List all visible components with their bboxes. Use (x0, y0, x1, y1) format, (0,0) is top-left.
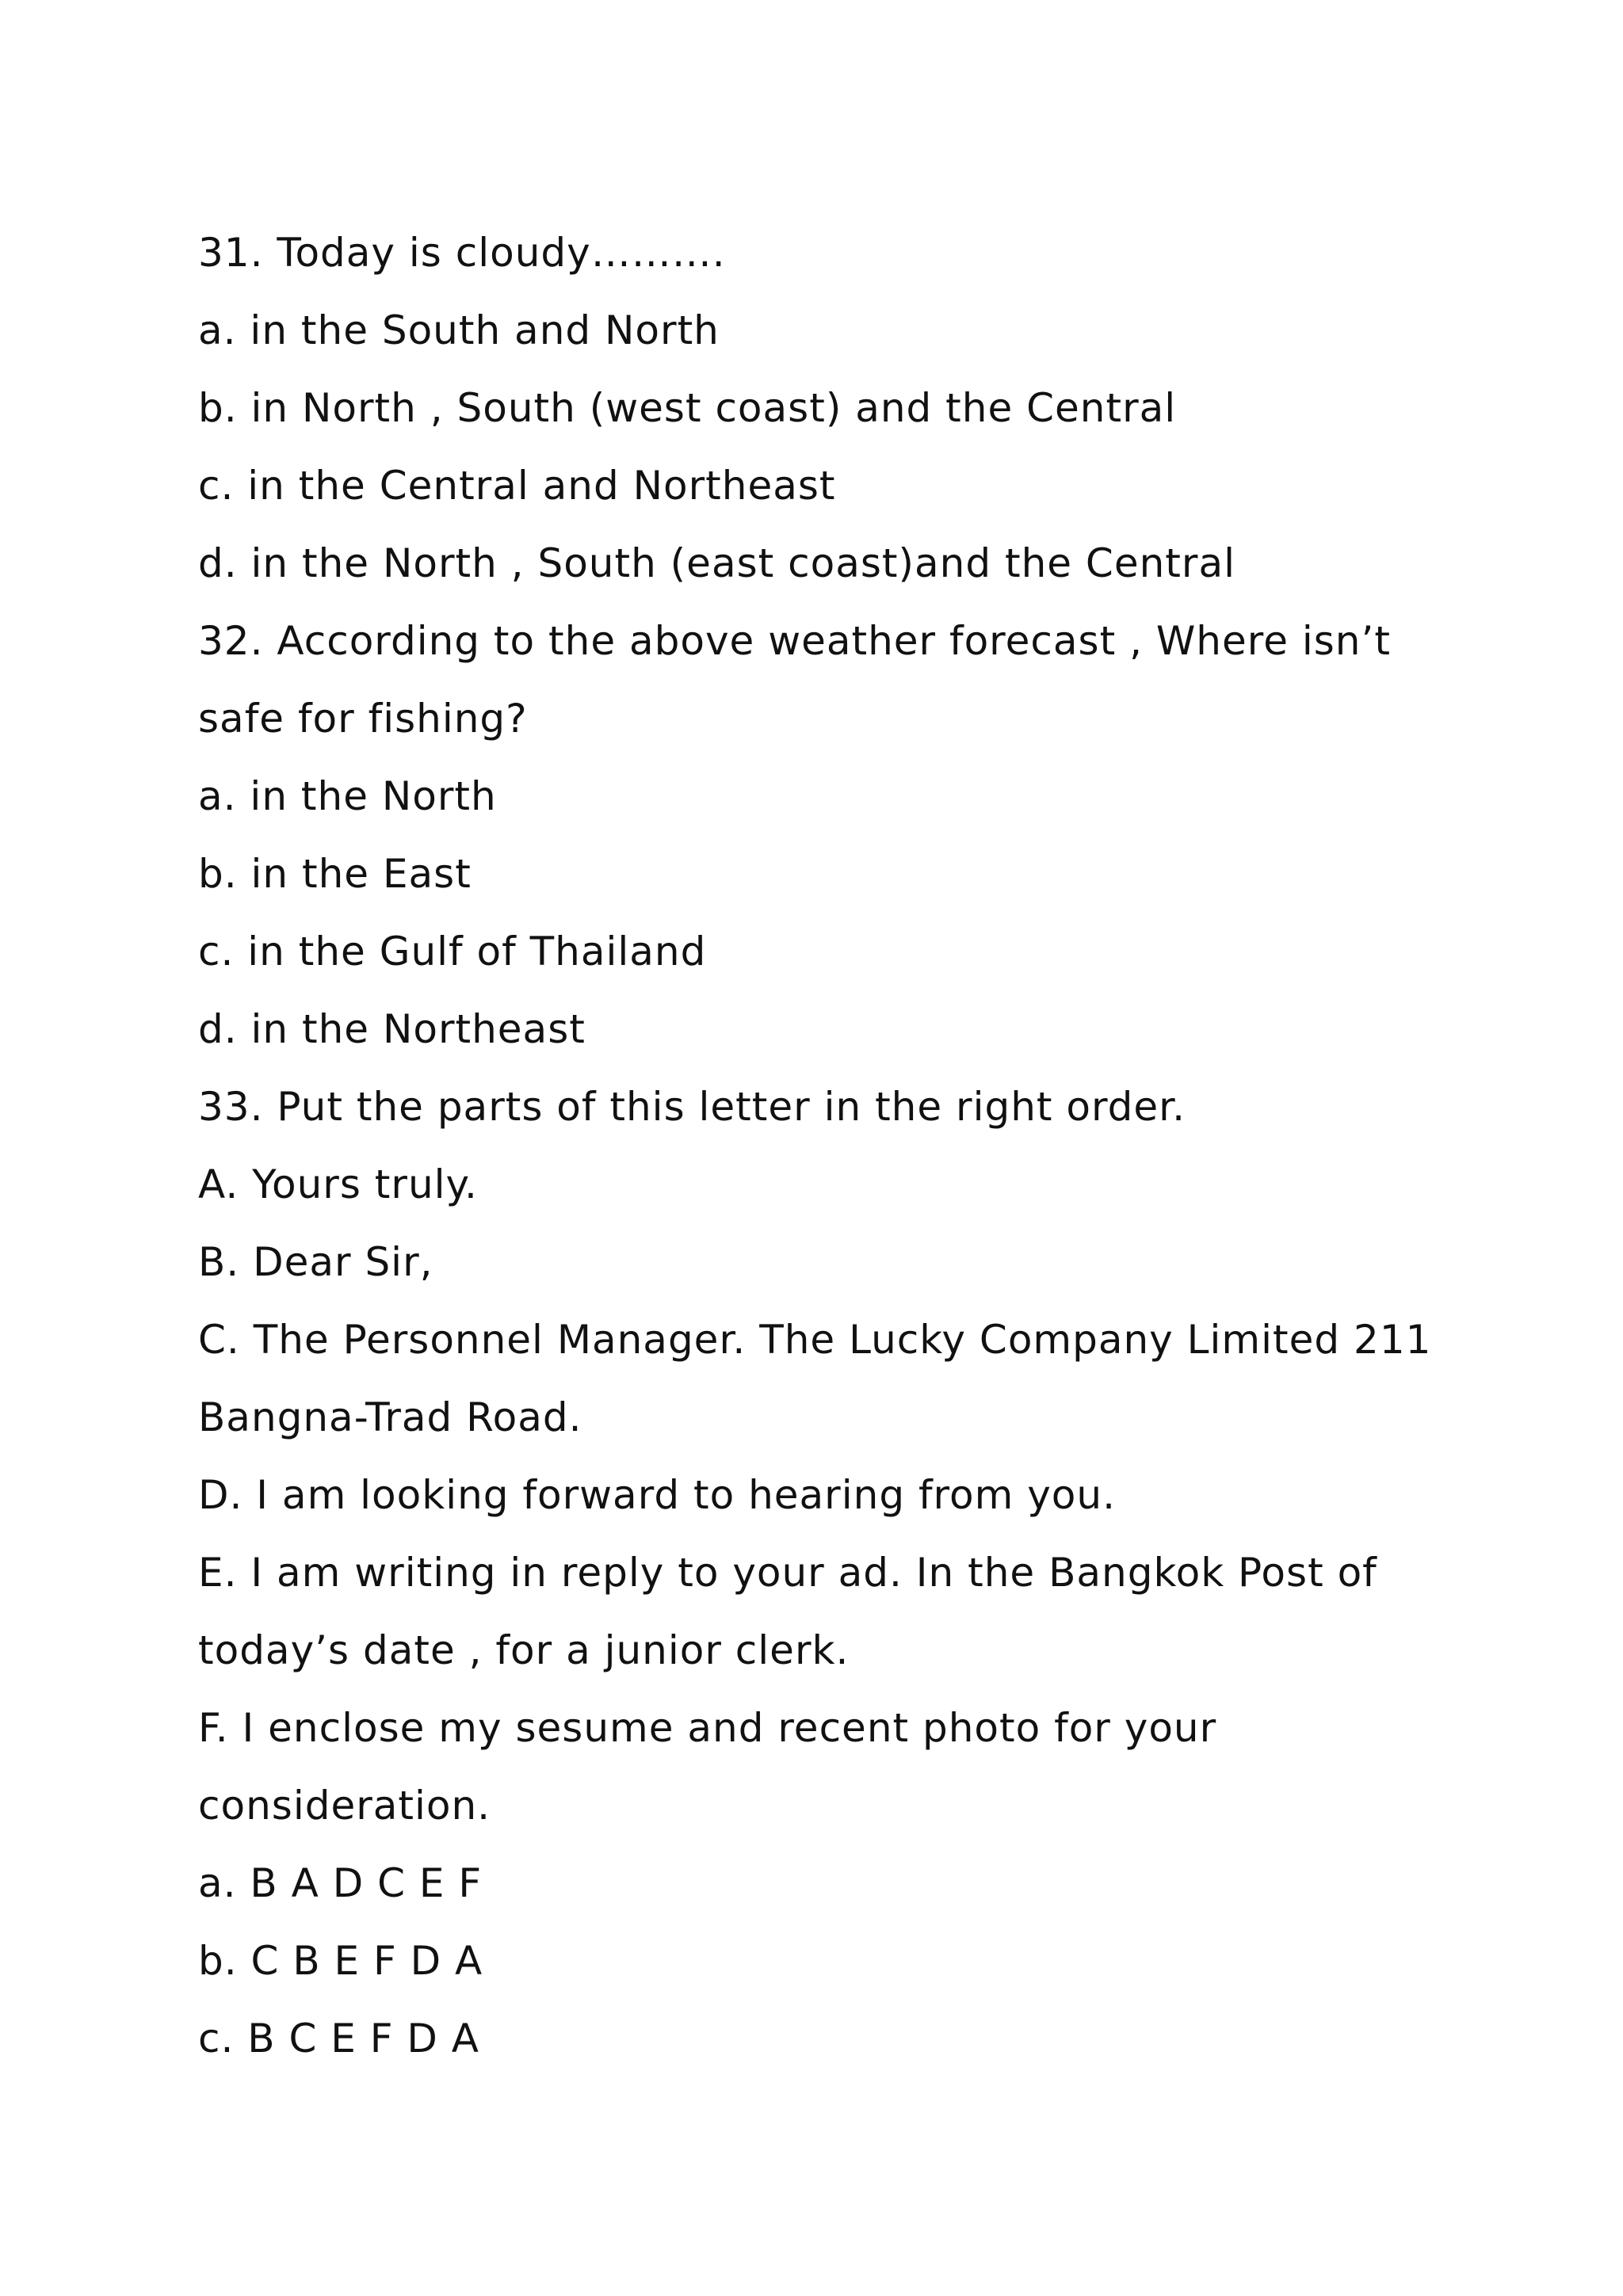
letter-part-f-line-1: F. I enclose my sesume and recent photo for your (198, 1705, 1217, 1751)
question-31-option-b: b. in North , South (west coast) and the Central (198, 385, 1177, 431)
letter-part-b: B. Dear Sir, (198, 1239, 433, 1285)
letter-part-c-line-2: Bangna-Trad Road. (198, 1394, 582, 1440)
question-33-prompt: 33. Put the parts of this letter in the right order. (198, 1084, 1186, 1130)
question-33-option-b: b. C B E F D A (198, 1938, 483, 1984)
question-31-prompt: 31. Today is cloudy………. (198, 230, 726, 276)
question-31-option-a: a. in the South and North (198, 307, 720, 353)
question-32-option-a: a. in the North (198, 773, 497, 819)
question-32-option-c: c. in the Gulf of Thailand (198, 929, 707, 974)
letter-part-d: D. I am looking forward to hearing from you. (198, 1472, 1116, 1518)
letter-part-a: A. Yours truly. (198, 1161, 478, 1207)
letter-part-e-line-1: E. I am writing in reply to your ad. In the Bangkok Post of (198, 1550, 1377, 1596)
question-33-option-a: a. B A D C E F (198, 1860, 483, 1906)
question-32-prompt-line-2: safe for fishing? (198, 696, 528, 742)
question-32-option-d: d. in the Northeast (198, 1006, 586, 1052)
question-32-option-b: b. in the East (198, 851, 472, 897)
worksheet-page (198, 214, 1482, 2077)
letter-part-e-line-2: today’s date , for a junior clerk. (198, 1627, 850, 1673)
question-32-prompt-line-1: 32. According to the above weather forecast , Where isn’t (198, 618, 1391, 664)
letter-part-f-line-2: consideration. (198, 1783, 491, 1829)
letter-part-c-line-1: C. The Personnel Manager. The Lucky Company Limited 211 (198, 1317, 1432, 1363)
question-33-option-c: c. B C E F D A (198, 2016, 480, 2061)
question-31-option-c: c. in the Central and Northeast (198, 463, 836, 509)
question-31-option-d: d. in the North , South (east coast)and the Central (198, 540, 1235, 586)
